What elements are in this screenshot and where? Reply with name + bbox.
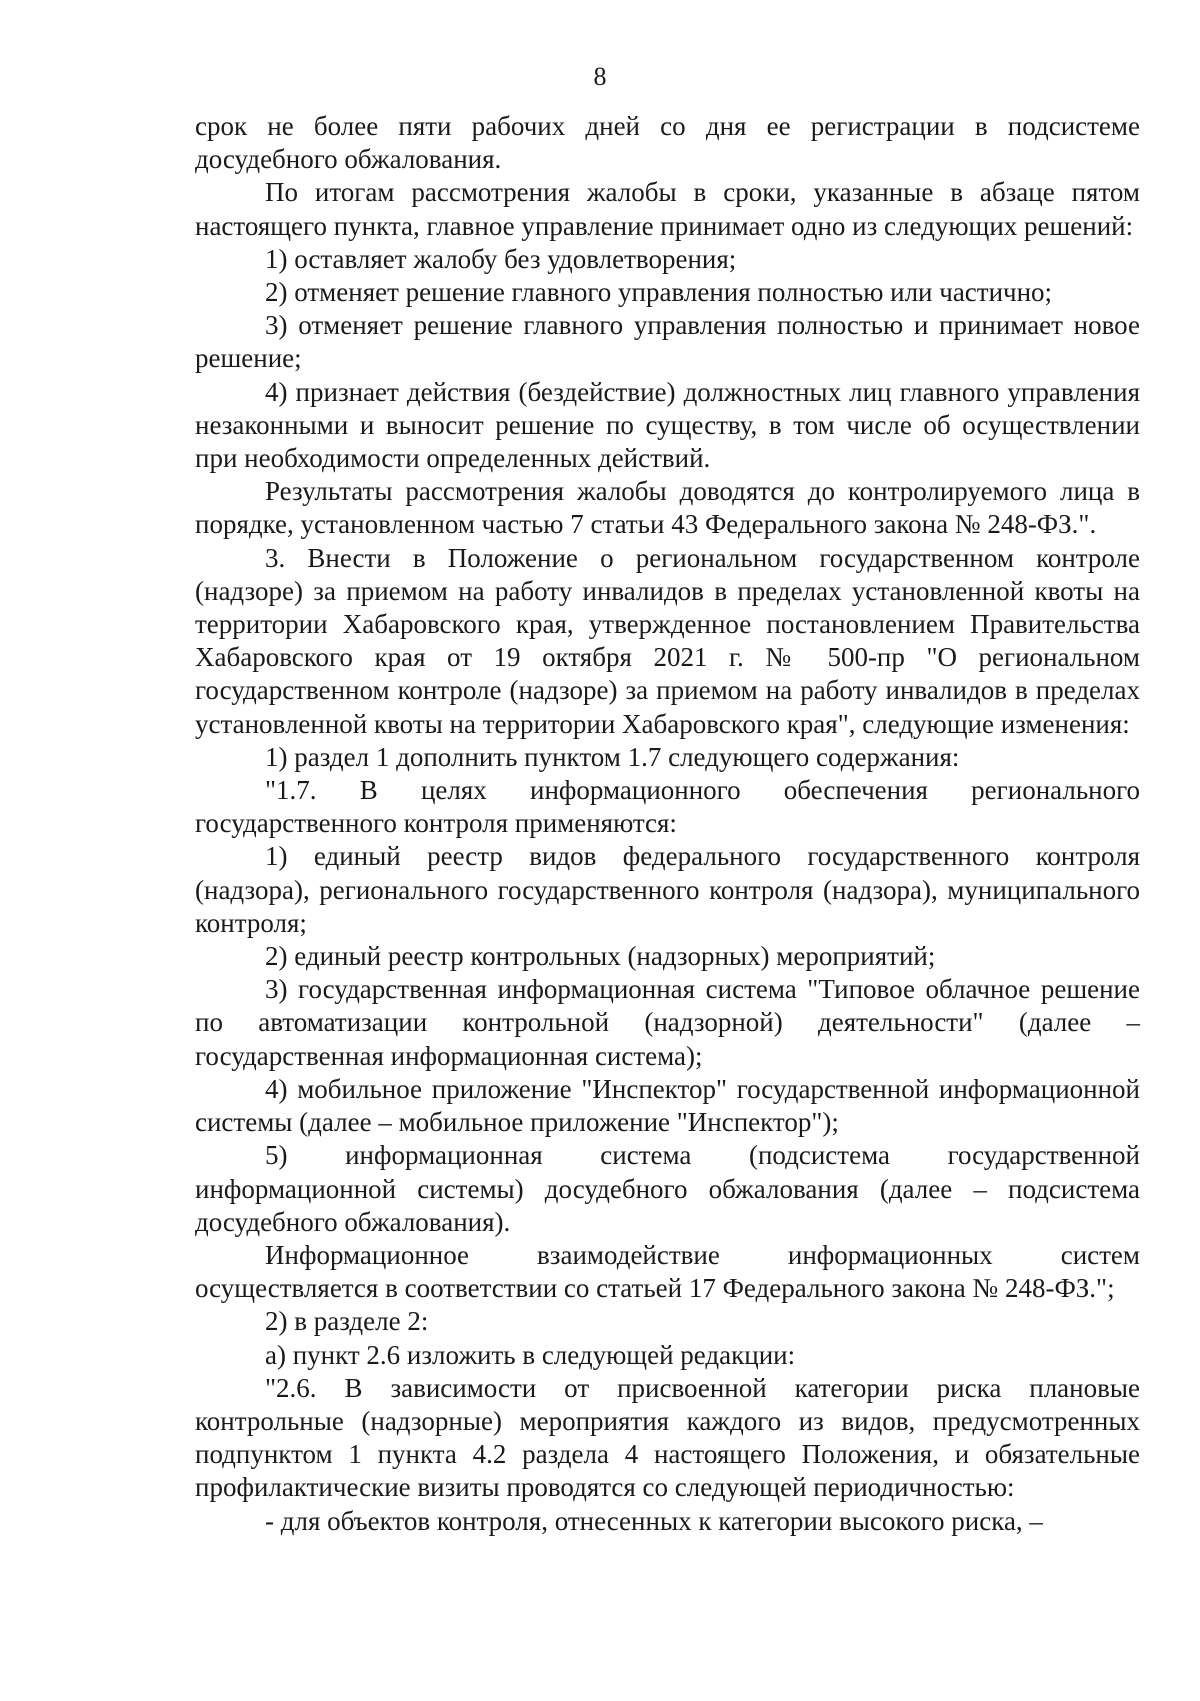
- list-item: 2) единый реестр контрольных (надзорных) мероприятий;: [265, 941, 936, 972]
- document-body: [195, 110, 1140, 1538]
- paragraph: "1.7. В целях информационного обеспечения регионального государственного контроля применяются:: [195, 775, 1140, 839]
- list-item: 4) признает действия (бездействие) должностных лиц главного управления незаконными и выносит решение по существу, в том числе об осуществлении при необходимости определенных действий.: [195, 376, 1140, 474]
- page-number: 8: [593, 62, 607, 91]
- list-item: 1) раздел 1 дополнить пунктом 1.7 следующего содержания:: [265, 741, 960, 772]
- list-item: - для объектов контроля, отнесенных к категории высокого риска, –: [265, 1505, 1043, 1536]
- paragraph: 3. Внести в Положение о региональном государственном контроле (надзоре) за приемом на работу инвалидов в пределах установленной квоты на территории Хабаровского края, утвержденное постановлением Правительства Хабаровского края от 19 октября 2021 г. № 500-пр "О региональном государственном контроле (надзоре) за приемом на работу инвалидов в пределах установленной квоты на территории Хабаровского края", следующие изменения:: [195, 542, 1140, 739]
- list-item: 2) отменяет решение главного управления полностью или частично;: [265, 277, 1053, 308]
- list-item: 5) информационная система (подсистема государственной информационной системы) досудебного обжалования (далее – подсистема досудебного обжалования).: [195, 1140, 1140, 1237]
- paragraph: Информационное взаимодействие информационных систем осуществляется в соответствии со статьей 17 Федерального закона № 248-ФЗ.";: [195, 1239, 1140, 1304]
- list-item: 3) государственная информационная система "Типовое облачное решение по автоматизации контрольной (надзорной) деятельности" (далее – государственная информационная система);: [195, 974, 1140, 1071]
- list-item: а) пункт 2.6 изложить в следующей редакции:: [265, 1339, 796, 1370]
- paragraph: "2.6. В зависимости от присвоенной категории риска плановые контрольные (надзорные) мероприятия каждого из видов, предусмотренных подпунктом 1 пункта 4.2 раздела 4 настоящего Положения, и обязательные профилактические визиты проводятся со следующей периодичностью:: [195, 1372, 1140, 1503]
- list-item: 2) в разделе 2:: [265, 1306, 429, 1337]
- list-item: 1) единый реестр видов федерального государственного контроля (надзора), регионального государственного контроля (надзора), муниципального контроля;: [195, 841, 1140, 938]
- paragraph: срок не более пяти рабочих дней со дня ее регистрации в подсистеме досудебного обжалования.: [195, 111, 1140, 175]
- list-item: 1) оставляет жалобу без удовлетворения;: [265, 243, 737, 274]
- list-item: 4) мобильное приложение "Инспектор" государственной информационной системы (далее – мобильное приложение "Инспектор");: [195, 1073, 1140, 1138]
- paragraph: По итогам рассмотрения жалобы в сроки, указанные в абзаце пятом настоящего пункта, главное управление принимает одно из следующих решений:: [195, 177, 1140, 241]
- list-item: 3) отменяет решение главного управления полностью и принимает новое решение;: [195, 310, 1140, 374]
- paragraph: Результаты рассмотрения жалобы доводятся до контролируемого лица в порядке, установленном частью 7 статьи 43 Федерального закона № 248-ФЗ.".: [195, 476, 1140, 540]
